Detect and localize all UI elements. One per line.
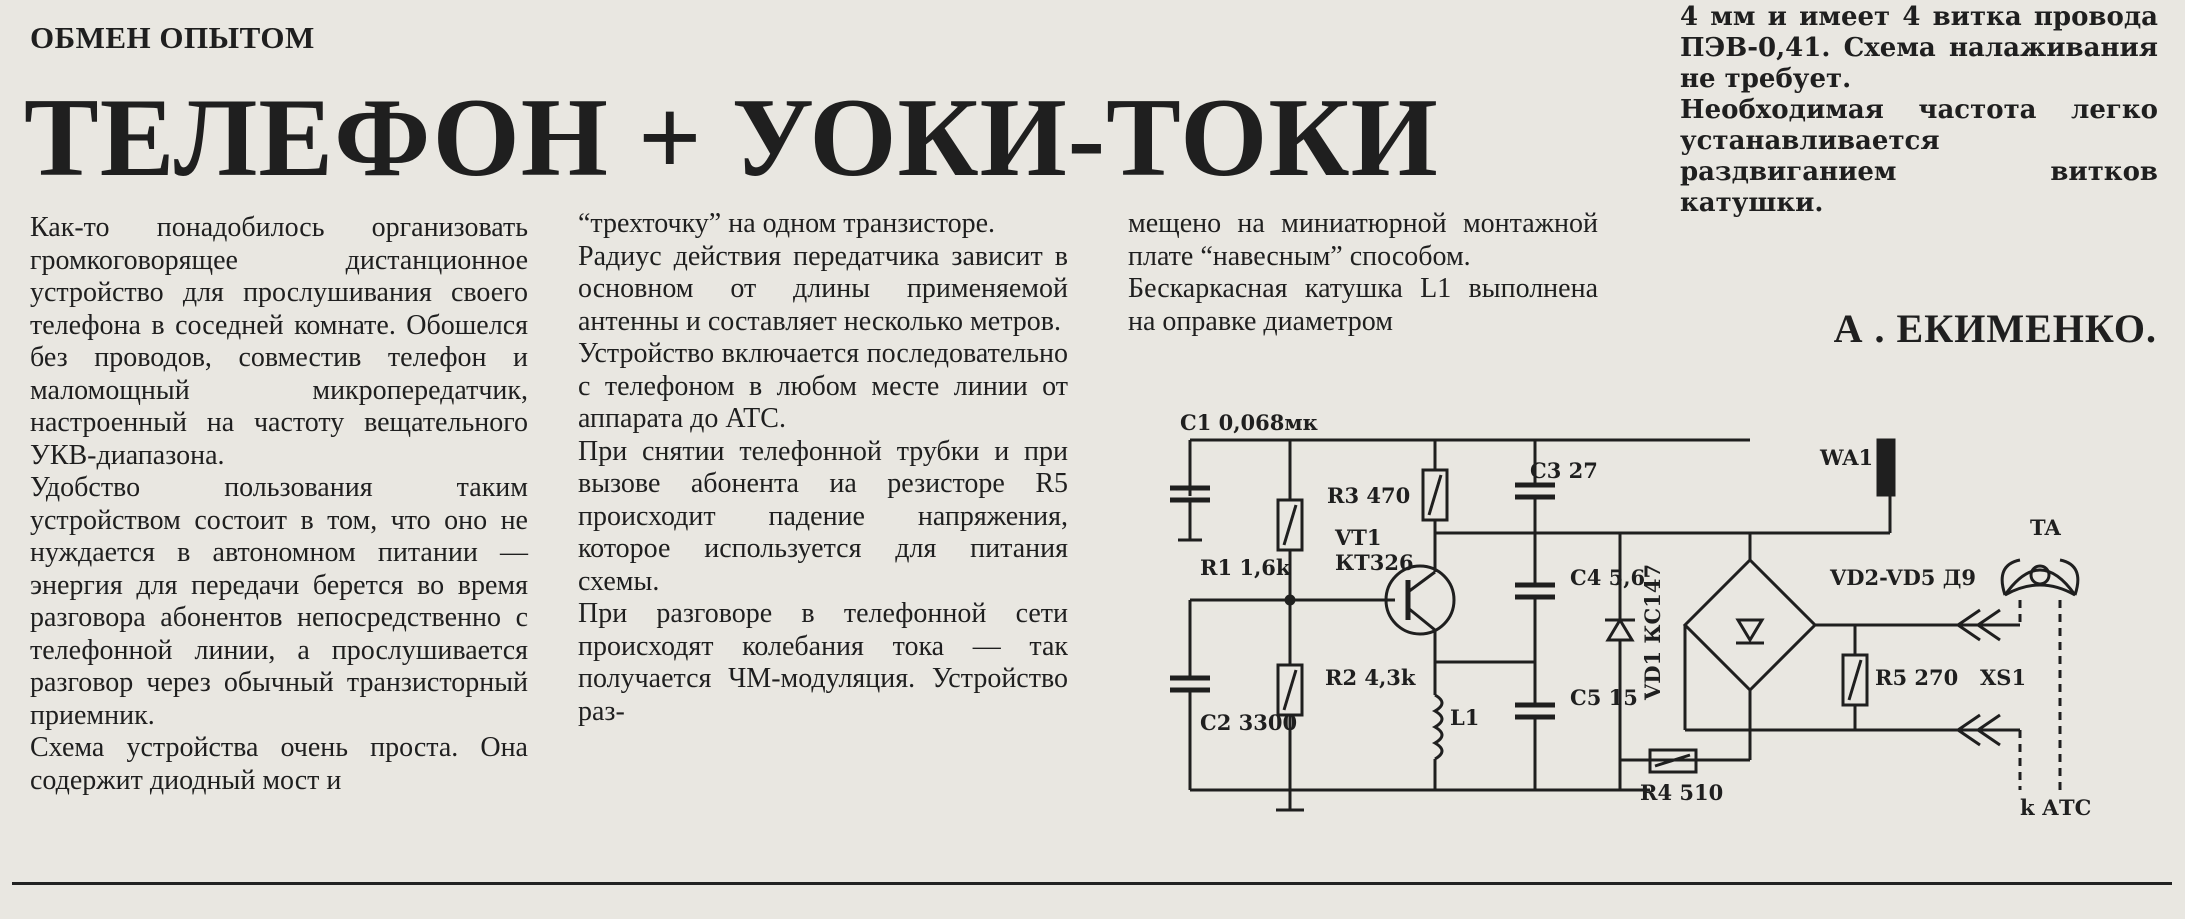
label-wa1: WA1: [1820, 445, 1874, 470]
bridge-diode-symbol: [1738, 620, 1762, 640]
label-vd2-vd5: VD2-VD5 Д9: [1830, 565, 1977, 590]
paragraph: При разговоре в телефонной сети происходят колебания тока — так получается ЧМ-модуляция. Устройство раз-: [578, 598, 1068, 727]
label-xs1: XS1: [1980, 665, 2027, 690]
zener-vd1-symbol: [1608, 620, 1632, 640]
paragraph: При снятии телефонной трубки и при вызове абонента иа резисторе R5 происходит падение напряжения, которое используется для питания схемы.: [578, 435, 1068, 597]
label-c3: C3 27: [1530, 458, 1598, 483]
paragraph: Радиус действия передатчика зависит в основном от длины применяемой антенны и составляет несколько метров.: [578, 240, 1068, 337]
paragraph: Устройство включается последовательно с телефоном в любом месте линии от аппарата до АТС.: [578, 338, 1068, 434]
label-r5: R5 270: [1875, 665, 1959, 690]
paragraph: Необходимая частота легко устанавливается раздвиганием витков катушки.: [1680, 95, 2158, 218]
article-headline: ТЕЛЕФОН + УОКИ-ТОКИ: [24, 76, 1439, 200]
label-r4: R4 510: [1640, 780, 1724, 805]
label-ta: TA: [2030, 515, 2061, 540]
resistor-r3-mark: [1429, 475, 1441, 515]
article-column-1: [30, 212, 528, 797]
label-vt1: VT1: [1335, 525, 1382, 550]
paragraph: мещено на миниатюрной монтажной плате “навесным” способом.: [1128, 208, 1598, 272]
resistor-r1-mark: [1284, 505, 1296, 545]
inductor-l1-symbol: [1435, 695, 1442, 759]
antenna-wa1-symbol: [1878, 440, 1894, 495]
label-c1: C1 0,068мк: [1180, 410, 1318, 435]
page-bottom-rule: [12, 882, 2172, 885]
paragraph: Удобство пользования таким устройством состоит в том, что оно не нуждается в автономном питании — энергия для передачи берется во время разговора абонентов непосредственно с телефонной линии, а прослушивается разговор через обычный транзисторный приемник.: [30, 472, 528, 731]
transistor-emitter: [1408, 608, 1435, 630]
label-r1: R1 1,6k: [1200, 555, 1291, 580]
label-vt1-type: КТ326: [1335, 550, 1414, 575]
transistor-collector: [1408, 572, 1435, 592]
paragraph: Схема устройства очень проста. Она содержит диодный мост и: [30, 732, 528, 796]
label-c4: C4 5,6: [1570, 565, 1646, 590]
paragraph: Бескаркасная катушка L1 выполнена на оправке диаметром: [1128, 273, 1598, 337]
label-l1: L1: [1450, 705, 1480, 730]
resistor-r2-mark: [1284, 670, 1296, 710]
label-vd1: VD1 КС147: [1640, 563, 1665, 700]
author-signature: А . ЕКИМЕНКО.: [1833, 306, 2157, 351]
label-k-ats: k АТС: [2020, 795, 2092, 820]
resistor-r5-mark: [1849, 660, 1861, 700]
diode-bridge-symbol: [1685, 560, 1815, 690]
article-column-2: [578, 208, 1068, 728]
transistor-vt1-symbol: [1386, 566, 1454, 634]
article-column-3: [1128, 208, 1598, 338]
label-c5: C5 15: [1570, 685, 1638, 710]
circuit-schematic: [1150, 400, 2150, 830]
paragraph: “трехточку” на одном транзисторе.: [578, 208, 996, 239]
label-r2: R2 4,3k: [1325, 665, 1416, 690]
paragraph: Как-то понадобилось организовать громкоговорящее дистанционное устройство для прослушивания своего телефона в соседней комнате. Обошелся без проводов, совместив телефон и маломощный микропередатчик, настроенный на частоту вещательного УКВ-диапазона.: [30, 212, 528, 471]
label-r3: R3 470: [1327, 483, 1411, 508]
rubric-heading: ОБМЕН ОПЫТОМ: [30, 20, 315, 55]
article-column-4: [1680, 2, 2158, 219]
paragraph: 4 мм и имеет 4 витка провода ПЭВ-0,41. Схема налаживания не требует.: [1680, 2, 2158, 94]
label-c2: C2 3300: [1200, 710, 1298, 735]
